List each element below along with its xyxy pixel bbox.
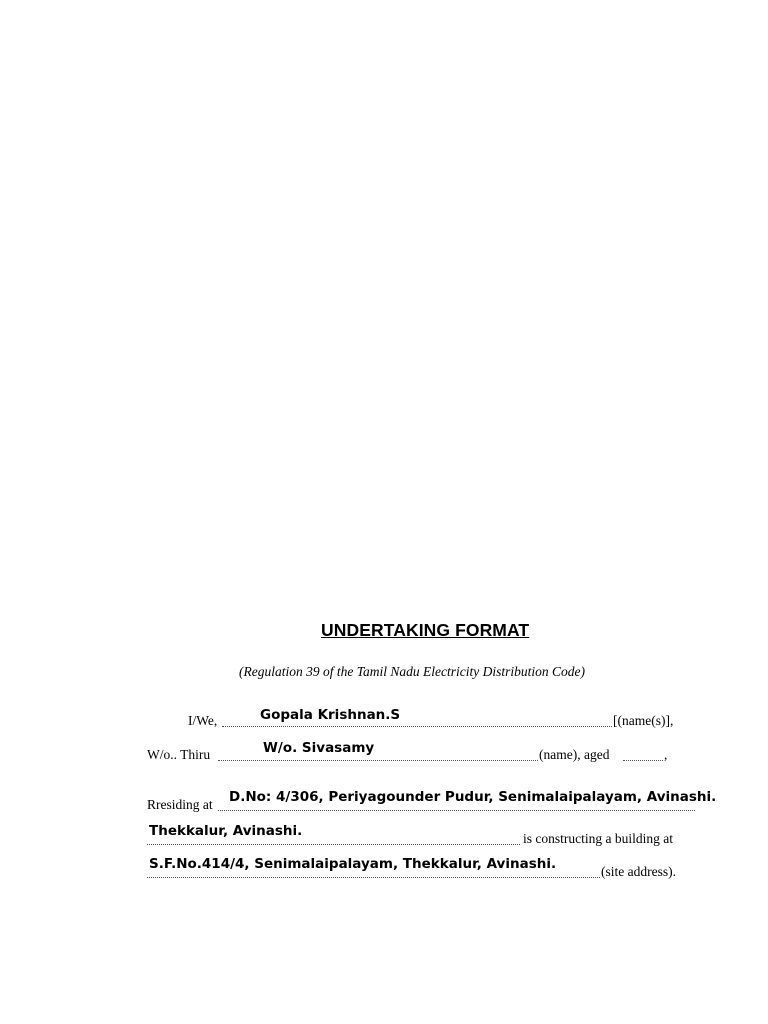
line2-age-blank (623, 760, 663, 761)
document-subtitle: (Regulation 39 of the Tamil Nadu Electricity Distribution Code) (239, 664, 585, 679)
line3-dotted-blank (218, 810, 695, 811)
line2-suffix-end: , (664, 747, 668, 762)
line2-filled-relation: W/o. Sivasamy (263, 740, 375, 756)
line4-dotted-blank (147, 844, 520, 845)
line1-prefix: I/We, (188, 713, 218, 728)
line5-dotted-blank (147, 877, 600, 878)
line4-filled-address: Thekkalur, Avinashi. (149, 823, 303, 839)
line1-suffix: [(name(s)], (613, 713, 674, 728)
line3-filled-address: D.No: 4/306, Periyagounder Pudur, Senimalaipalayam, Avinashi. (229, 789, 717, 805)
line2-prefix: W/o.. Thiru (147, 747, 211, 762)
line2-suffix: (name), aged (539, 747, 610, 762)
line1-filled-name: Gopala Krishnan.S (260, 707, 401, 723)
line5-suffix: (site address). (601, 864, 676, 879)
document-title: UNDERTAKING FORMAT (321, 620, 530, 640)
line2-dotted-blank (218, 760, 538, 761)
line5-filled-site-address: S.F.No.414/4, Senimalaipalayam, Thekkalur, Avinashi. (149, 856, 557, 872)
line4-suffix: is constructing a building at (523, 831, 673, 846)
line1-dotted-blank (222, 726, 612, 727)
line3-prefix: Rresiding at (147, 797, 213, 812)
